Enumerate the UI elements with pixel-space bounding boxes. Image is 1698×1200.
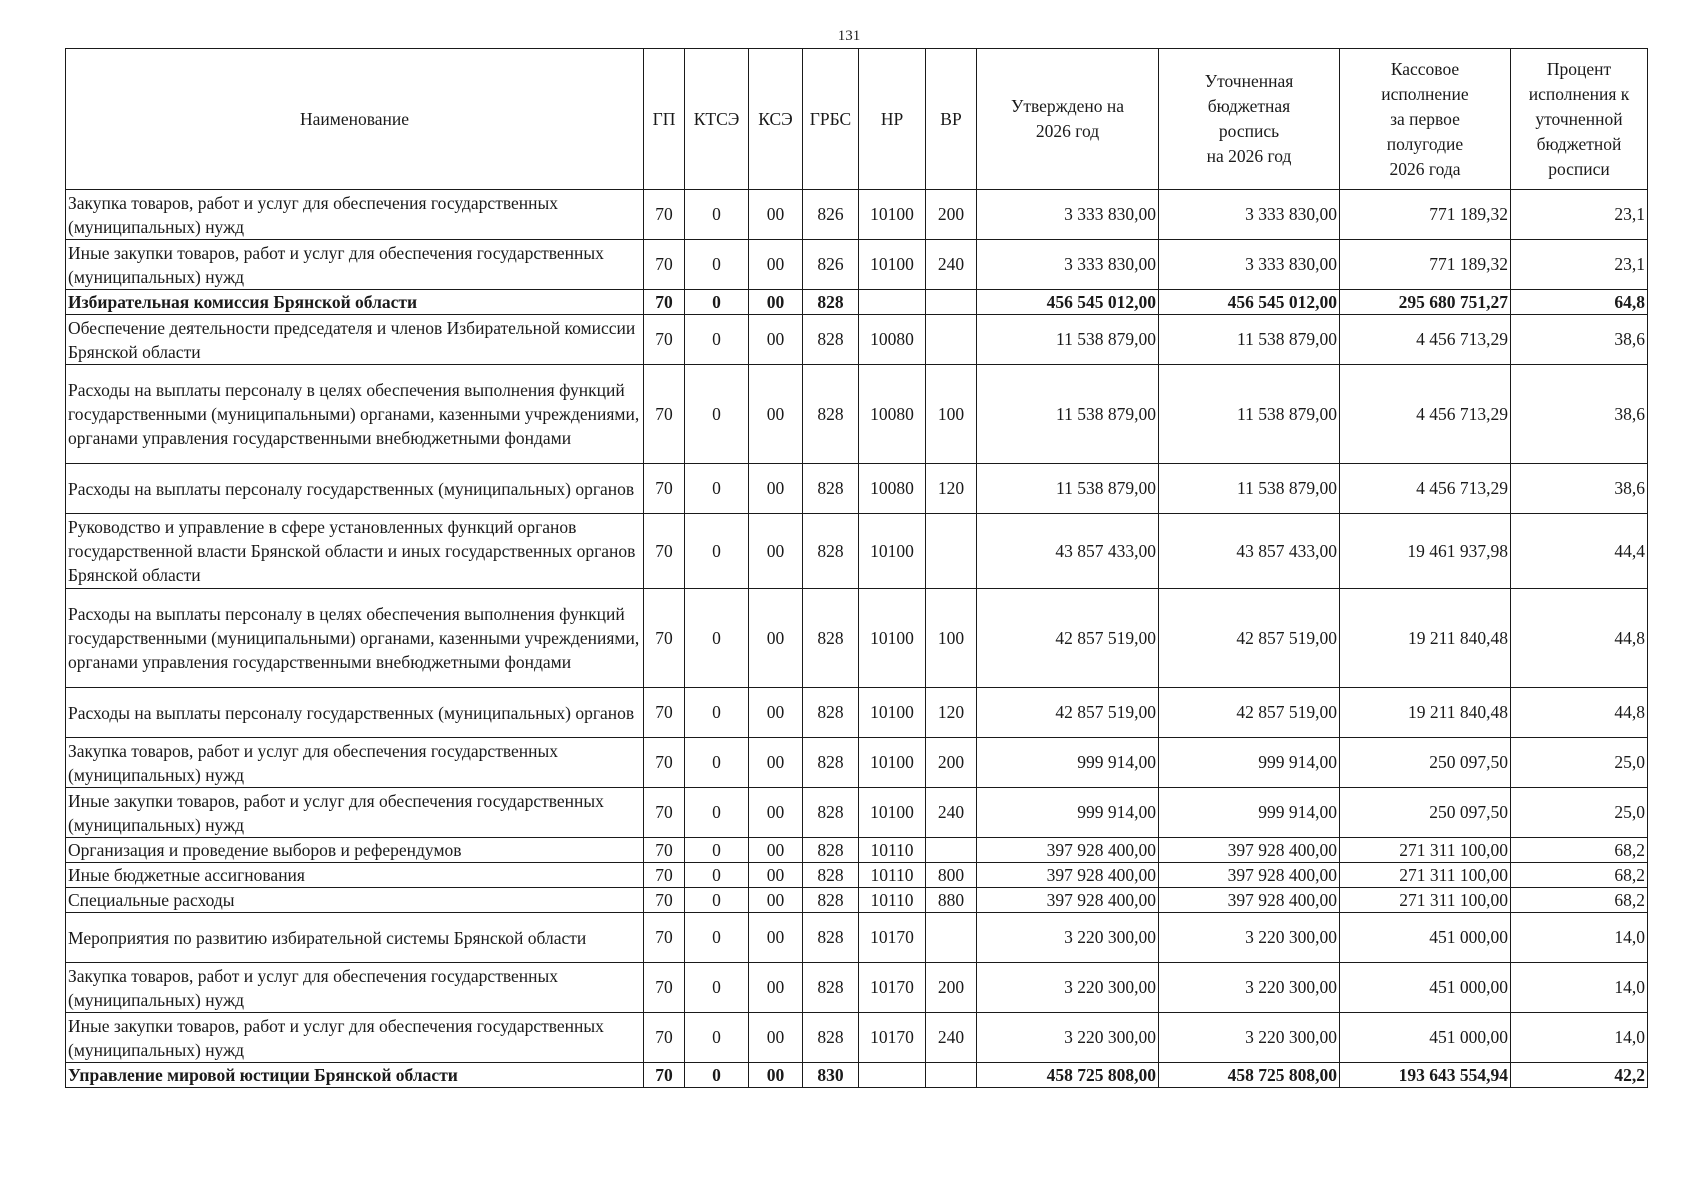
cell-nr: 10080 (859, 365, 926, 464)
cell-approved: 3 333 830,00 (977, 240, 1159, 290)
cell-approved: 397 928 400,00 (977, 888, 1159, 913)
header-name: Наименование (66, 49, 644, 190)
cell-grbs: 828 (803, 738, 859, 788)
cell-grbs: 828 (803, 888, 859, 913)
cell-vr: 120 (926, 464, 977, 514)
cell-approved: 42 857 519,00 (977, 589, 1159, 688)
cell-gp: 70 (644, 788, 685, 838)
table-row (66, 888, 1648, 913)
header-nr: НР (859, 49, 926, 190)
cell-refined: 42 857 519,00 (1159, 589, 1340, 688)
cell-grbs: 828 (803, 290, 859, 315)
table-row (66, 464, 1648, 514)
cell-cash: 271 311 100,00 (1340, 838, 1511, 863)
cell-grbs: 828 (803, 838, 859, 863)
cell-percent: 38,6 (1511, 464, 1648, 514)
cell-ktse: 0 (685, 365, 749, 464)
page-number: 131 (837, 28, 861, 44)
cell-vr (926, 514, 977, 589)
cell-gp: 70 (644, 589, 685, 688)
cell-percent: 44,8 (1511, 688, 1648, 738)
cell-cash: 4 456 713,29 (1340, 464, 1511, 514)
header-kse: КСЭ (749, 49, 803, 190)
cell-percent: 23,1 (1511, 190, 1648, 240)
cell-cash: 271 311 100,00 (1340, 888, 1511, 913)
cell-nr: 10170 (859, 913, 926, 963)
cell-refined: 3 220 300,00 (1159, 913, 1340, 963)
cell-percent: 44,8 (1511, 589, 1648, 688)
cell-gp: 70 (644, 1013, 685, 1063)
cell-kse: 00 (749, 190, 803, 240)
cell-vr: 240 (926, 1013, 977, 1063)
cell-nr: 10100 (859, 589, 926, 688)
cell-refined: 11 538 879,00 (1159, 315, 1340, 365)
cell-cash: 451 000,00 (1340, 913, 1511, 963)
cell-nr: 10100 (859, 240, 926, 290)
cell-nr: 10100 (859, 688, 926, 738)
cell-approved: 11 538 879,00 (977, 315, 1159, 365)
cell-ktse: 0 (685, 738, 749, 788)
cell-percent: 14,0 (1511, 913, 1648, 963)
cell-vr: 100 (926, 589, 977, 688)
cell-grbs: 828 (803, 315, 859, 365)
cell-nr: 10170 (859, 1013, 926, 1063)
cell-gp: 70 (644, 365, 685, 464)
cell-approved: 999 914,00 (977, 788, 1159, 838)
cell-approved: 397 928 400,00 (977, 863, 1159, 888)
cell-kse: 00 (749, 240, 803, 290)
cell-grbs: 828 (803, 913, 859, 963)
cell-percent: 68,2 (1511, 863, 1648, 888)
cell-nr: 10100 (859, 190, 926, 240)
cell-cash: 250 097,50 (1340, 788, 1511, 838)
cell-vr (926, 290, 977, 315)
table-row (66, 315, 1648, 365)
header-approved: Утверждено на 2026 год (977, 49, 1159, 190)
table-row (66, 290, 1648, 315)
cell-cash: 19 461 937,98 (1340, 514, 1511, 589)
header-vr: ВР (926, 49, 977, 190)
cell-vr: 100 (926, 365, 977, 464)
table-header-row (66, 49, 1648, 190)
cell-approved: 43 857 433,00 (977, 514, 1159, 589)
cell-cash: 295 680 751,27 (1340, 290, 1511, 315)
cell-refined: 397 928 400,00 (1159, 838, 1340, 863)
cell-refined: 999 914,00 (1159, 738, 1340, 788)
cell-cash: 451 000,00 (1340, 1013, 1511, 1063)
cell-name: Расходы на выплаты персоналу государственных (муниципальных) органов (66, 688, 644, 738)
cell-refined: 3 220 300,00 (1159, 1013, 1340, 1063)
cell-refined: 458 725 808,00 (1159, 1063, 1340, 1088)
cell-name: Управление мировой юстиции Брянской области (66, 1063, 644, 1088)
cell-vr: 200 (926, 963, 977, 1013)
cell-kse: 00 (749, 315, 803, 365)
cell-grbs: 828 (803, 963, 859, 1013)
cell-kse: 00 (749, 464, 803, 514)
table-row (66, 788, 1648, 838)
cell-cash: 4 456 713,29 (1340, 315, 1511, 365)
cell-approved: 11 538 879,00 (977, 464, 1159, 514)
cell-cash: 4 456 713,29 (1340, 365, 1511, 464)
cell-percent: 25,0 (1511, 788, 1648, 838)
table-row (66, 1063, 1648, 1088)
cell-nr: 10110 (859, 888, 926, 913)
cell-name: Организация и проведение выборов и референдумов (66, 838, 644, 863)
budget-execution-table (65, 48, 1648, 1088)
cell-approved: 397 928 400,00 (977, 838, 1159, 863)
table-row (66, 738, 1648, 788)
cell-kse: 00 (749, 788, 803, 838)
cell-approved: 42 857 519,00 (977, 688, 1159, 738)
cell-cash: 451 000,00 (1340, 963, 1511, 1013)
cell-name: Иные бюджетные ассигнования (66, 863, 644, 888)
cell-kse: 00 (749, 514, 803, 589)
cell-vr (926, 838, 977, 863)
header-gp: ГП (644, 49, 685, 190)
cell-percent: 68,2 (1511, 888, 1648, 913)
cell-approved: 458 725 808,00 (977, 1063, 1159, 1088)
cell-kse: 00 (749, 589, 803, 688)
cell-grbs: 828 (803, 464, 859, 514)
cell-grbs: 826 (803, 240, 859, 290)
cell-ktse: 0 (685, 464, 749, 514)
cell-cash: 771 189,32 (1340, 190, 1511, 240)
cell-refined: 3 220 300,00 (1159, 963, 1340, 1013)
cell-approved: 456 545 012,00 (977, 290, 1159, 315)
table-row (66, 589, 1648, 688)
cell-gp: 70 (644, 688, 685, 738)
cell-name: Руководство и управление в сфере установленных функций органов государственной власти Брянской области и иных государственных органов Брянской области (66, 514, 644, 589)
cell-grbs: 830 (803, 1063, 859, 1088)
cell-ktse: 0 (685, 863, 749, 888)
cell-percent: 14,0 (1511, 963, 1648, 1013)
cell-percent: 64,8 (1511, 290, 1648, 315)
cell-grbs: 828 (803, 514, 859, 589)
table-row (66, 365, 1648, 464)
cell-vr (926, 1063, 977, 1088)
table-row (66, 190, 1648, 240)
cell-name: Иные закупки товаров, работ и услуг для обеспечения государственных (муниципальных) нужд (66, 240, 644, 290)
table-row (66, 1013, 1648, 1063)
table-row (66, 240, 1648, 290)
cell-gp: 70 (644, 190, 685, 240)
cell-kse: 00 (749, 738, 803, 788)
cell-name: Мероприятия по развитию избирательной системы Брянской области (66, 913, 644, 963)
cell-nr: 10170 (859, 963, 926, 1013)
cell-nr: 10080 (859, 315, 926, 365)
cell-grbs: 828 (803, 788, 859, 838)
cell-nr (859, 290, 926, 315)
cell-refined: 397 928 400,00 (1159, 863, 1340, 888)
header-cash: Кассовое исполнение за первое полугодие 2026 года (1340, 49, 1511, 190)
cell-gp: 70 (644, 315, 685, 365)
cell-kse: 00 (749, 838, 803, 863)
cell-percent: 14,0 (1511, 1013, 1648, 1063)
cell-grbs: 826 (803, 190, 859, 240)
cell-name: Обеспечение деятельности председателя и членов Избирательной комиссии Брянской области (66, 315, 644, 365)
cell-nr: 10100 (859, 738, 926, 788)
cell-vr: 240 (926, 240, 977, 290)
cell-approved: 3 333 830,00 (977, 190, 1159, 240)
cell-gp: 70 (644, 913, 685, 963)
cell-cash: 771 189,32 (1340, 240, 1511, 290)
cell-gp: 70 (644, 240, 685, 290)
cell-vr: 200 (926, 190, 977, 240)
cell-kse: 00 (749, 913, 803, 963)
table-row (66, 863, 1648, 888)
cell-name: Закупка товаров, работ и услуг для обеспечения государственных (муниципальных) нужд (66, 963, 644, 1013)
cell-gp: 70 (644, 863, 685, 888)
cell-name: Закупка товаров, работ и услуг для обеспечения государственных (муниципальных) нужд (66, 738, 644, 788)
cell-nr: 10110 (859, 838, 926, 863)
header-percent: Процент исполнения к уточненной бюджетной росписи (1511, 49, 1648, 190)
cell-name: Иные закупки товаров, работ и услуг для обеспечения государственных (муниципальных) нужд (66, 1013, 644, 1063)
cell-grbs: 828 (803, 863, 859, 888)
cell-name: Расходы на выплаты персоналу государственных (муниципальных) органов (66, 464, 644, 514)
cell-ktse: 0 (685, 888, 749, 913)
table-row (66, 963, 1648, 1013)
cell-refined: 43 857 433,00 (1159, 514, 1340, 589)
cell-approved: 3 220 300,00 (977, 963, 1159, 1013)
cell-ktse: 0 (685, 514, 749, 589)
cell-name: Иные закупки товаров, работ и услуг для обеспечения государственных (муниципальных) нужд (66, 788, 644, 838)
cell-percent: 38,6 (1511, 365, 1648, 464)
cell-gp: 70 (644, 464, 685, 514)
cell-percent: 42,2 (1511, 1063, 1648, 1088)
cell-cash: 271 311 100,00 (1340, 863, 1511, 888)
cell-gp: 70 (644, 290, 685, 315)
cell-ktse: 0 (685, 315, 749, 365)
cell-refined: 3 333 830,00 (1159, 190, 1340, 240)
cell-approved: 3 220 300,00 (977, 1013, 1159, 1063)
cell-vr (926, 315, 977, 365)
table-row (66, 838, 1648, 863)
cell-refined: 456 545 012,00 (1159, 290, 1340, 315)
cell-name: Закупка товаров, работ и услуг для обеспечения государственных (муниципальных) нужд (66, 190, 644, 240)
cell-vr: 200 (926, 738, 977, 788)
cell-kse: 00 (749, 963, 803, 1013)
cell-percent: 44,4 (1511, 514, 1648, 589)
cell-nr: 10100 (859, 514, 926, 589)
cell-percent: 68,2 (1511, 838, 1648, 863)
cell-kse: 00 (749, 1013, 803, 1063)
cell-cash: 19 211 840,48 (1340, 589, 1511, 688)
cell-ktse: 0 (685, 190, 749, 240)
table-row (66, 913, 1648, 963)
cell-gp: 70 (644, 738, 685, 788)
cell-cash: 19 211 840,48 (1340, 688, 1511, 738)
cell-nr: 10110 (859, 863, 926, 888)
cell-vr: 800 (926, 863, 977, 888)
cell-nr (859, 1063, 926, 1088)
cell-grbs: 828 (803, 365, 859, 464)
cell-gp: 70 (644, 963, 685, 1013)
cell-refined: 397 928 400,00 (1159, 888, 1340, 913)
cell-name: Специальные расходы (66, 888, 644, 913)
cell-vr: 120 (926, 688, 977, 738)
table-row (66, 514, 1648, 589)
cell-vr: 240 (926, 788, 977, 838)
cell-kse: 00 (749, 290, 803, 315)
cell-name: Расходы на выплаты персоналу в целях обеспечения выполнения функций государственными (муниципальными) органами, казенными учреждениями, органами управления государственными внебюджетными фондами (66, 365, 644, 464)
cell-ktse: 0 (685, 290, 749, 315)
cell-kse: 00 (749, 888, 803, 913)
header-grbs: ГРБС (803, 49, 859, 190)
cell-ktse: 0 (685, 1013, 749, 1063)
cell-vr: 880 (926, 888, 977, 913)
table-row (66, 688, 1648, 738)
cell-nr: 10100 (859, 788, 926, 838)
cell-cash: 250 097,50 (1340, 738, 1511, 788)
cell-kse: 00 (749, 1063, 803, 1088)
cell-refined: 3 333 830,00 (1159, 240, 1340, 290)
cell-gp: 70 (644, 888, 685, 913)
cell-refined: 11 538 879,00 (1159, 365, 1340, 464)
cell-ktse: 0 (685, 1063, 749, 1088)
cell-cash: 193 643 554,94 (1340, 1063, 1511, 1088)
cell-ktse: 0 (685, 589, 749, 688)
cell-kse: 00 (749, 688, 803, 738)
cell-ktse: 0 (685, 838, 749, 863)
cell-gp: 70 (644, 1063, 685, 1088)
cell-refined: 11 538 879,00 (1159, 464, 1340, 514)
cell-approved: 11 538 879,00 (977, 365, 1159, 464)
cell-grbs: 828 (803, 589, 859, 688)
cell-ktse: 0 (685, 788, 749, 838)
cell-ktse: 0 (685, 240, 749, 290)
cell-kse: 00 (749, 863, 803, 888)
cell-approved: 999 914,00 (977, 738, 1159, 788)
cell-vr (926, 913, 977, 963)
cell-refined: 999 914,00 (1159, 788, 1340, 838)
cell-grbs: 828 (803, 1013, 859, 1063)
table-body (66, 190, 1648, 1088)
cell-percent: 23,1 (1511, 240, 1648, 290)
cell-kse: 00 (749, 365, 803, 464)
cell-percent: 38,6 (1511, 315, 1648, 365)
cell-name: Расходы на выплаты персоналу в целях обеспечения выполнения функций государственными (муниципальными) органами, казенными учреждениями, органами управления государственными внебюджетными фондами (66, 589, 644, 688)
cell-nr: 10080 (859, 464, 926, 514)
cell-gp: 70 (644, 514, 685, 589)
header-refined: Уточненная бюджетная роспись на 2026 год (1159, 49, 1340, 190)
cell-refined: 42 857 519,00 (1159, 688, 1340, 738)
cell-name: Избирательная комиссия Брянской области (66, 290, 644, 315)
cell-ktse: 0 (685, 688, 749, 738)
cell-ktse: 0 (685, 913, 749, 963)
cell-grbs: 828 (803, 688, 859, 738)
cell-gp: 70 (644, 838, 685, 863)
cell-percent: 25,0 (1511, 738, 1648, 788)
cell-approved: 3 220 300,00 (977, 913, 1159, 963)
cell-ktse: 0 (685, 963, 749, 1013)
header-ktse: КТСЭ (685, 49, 749, 190)
